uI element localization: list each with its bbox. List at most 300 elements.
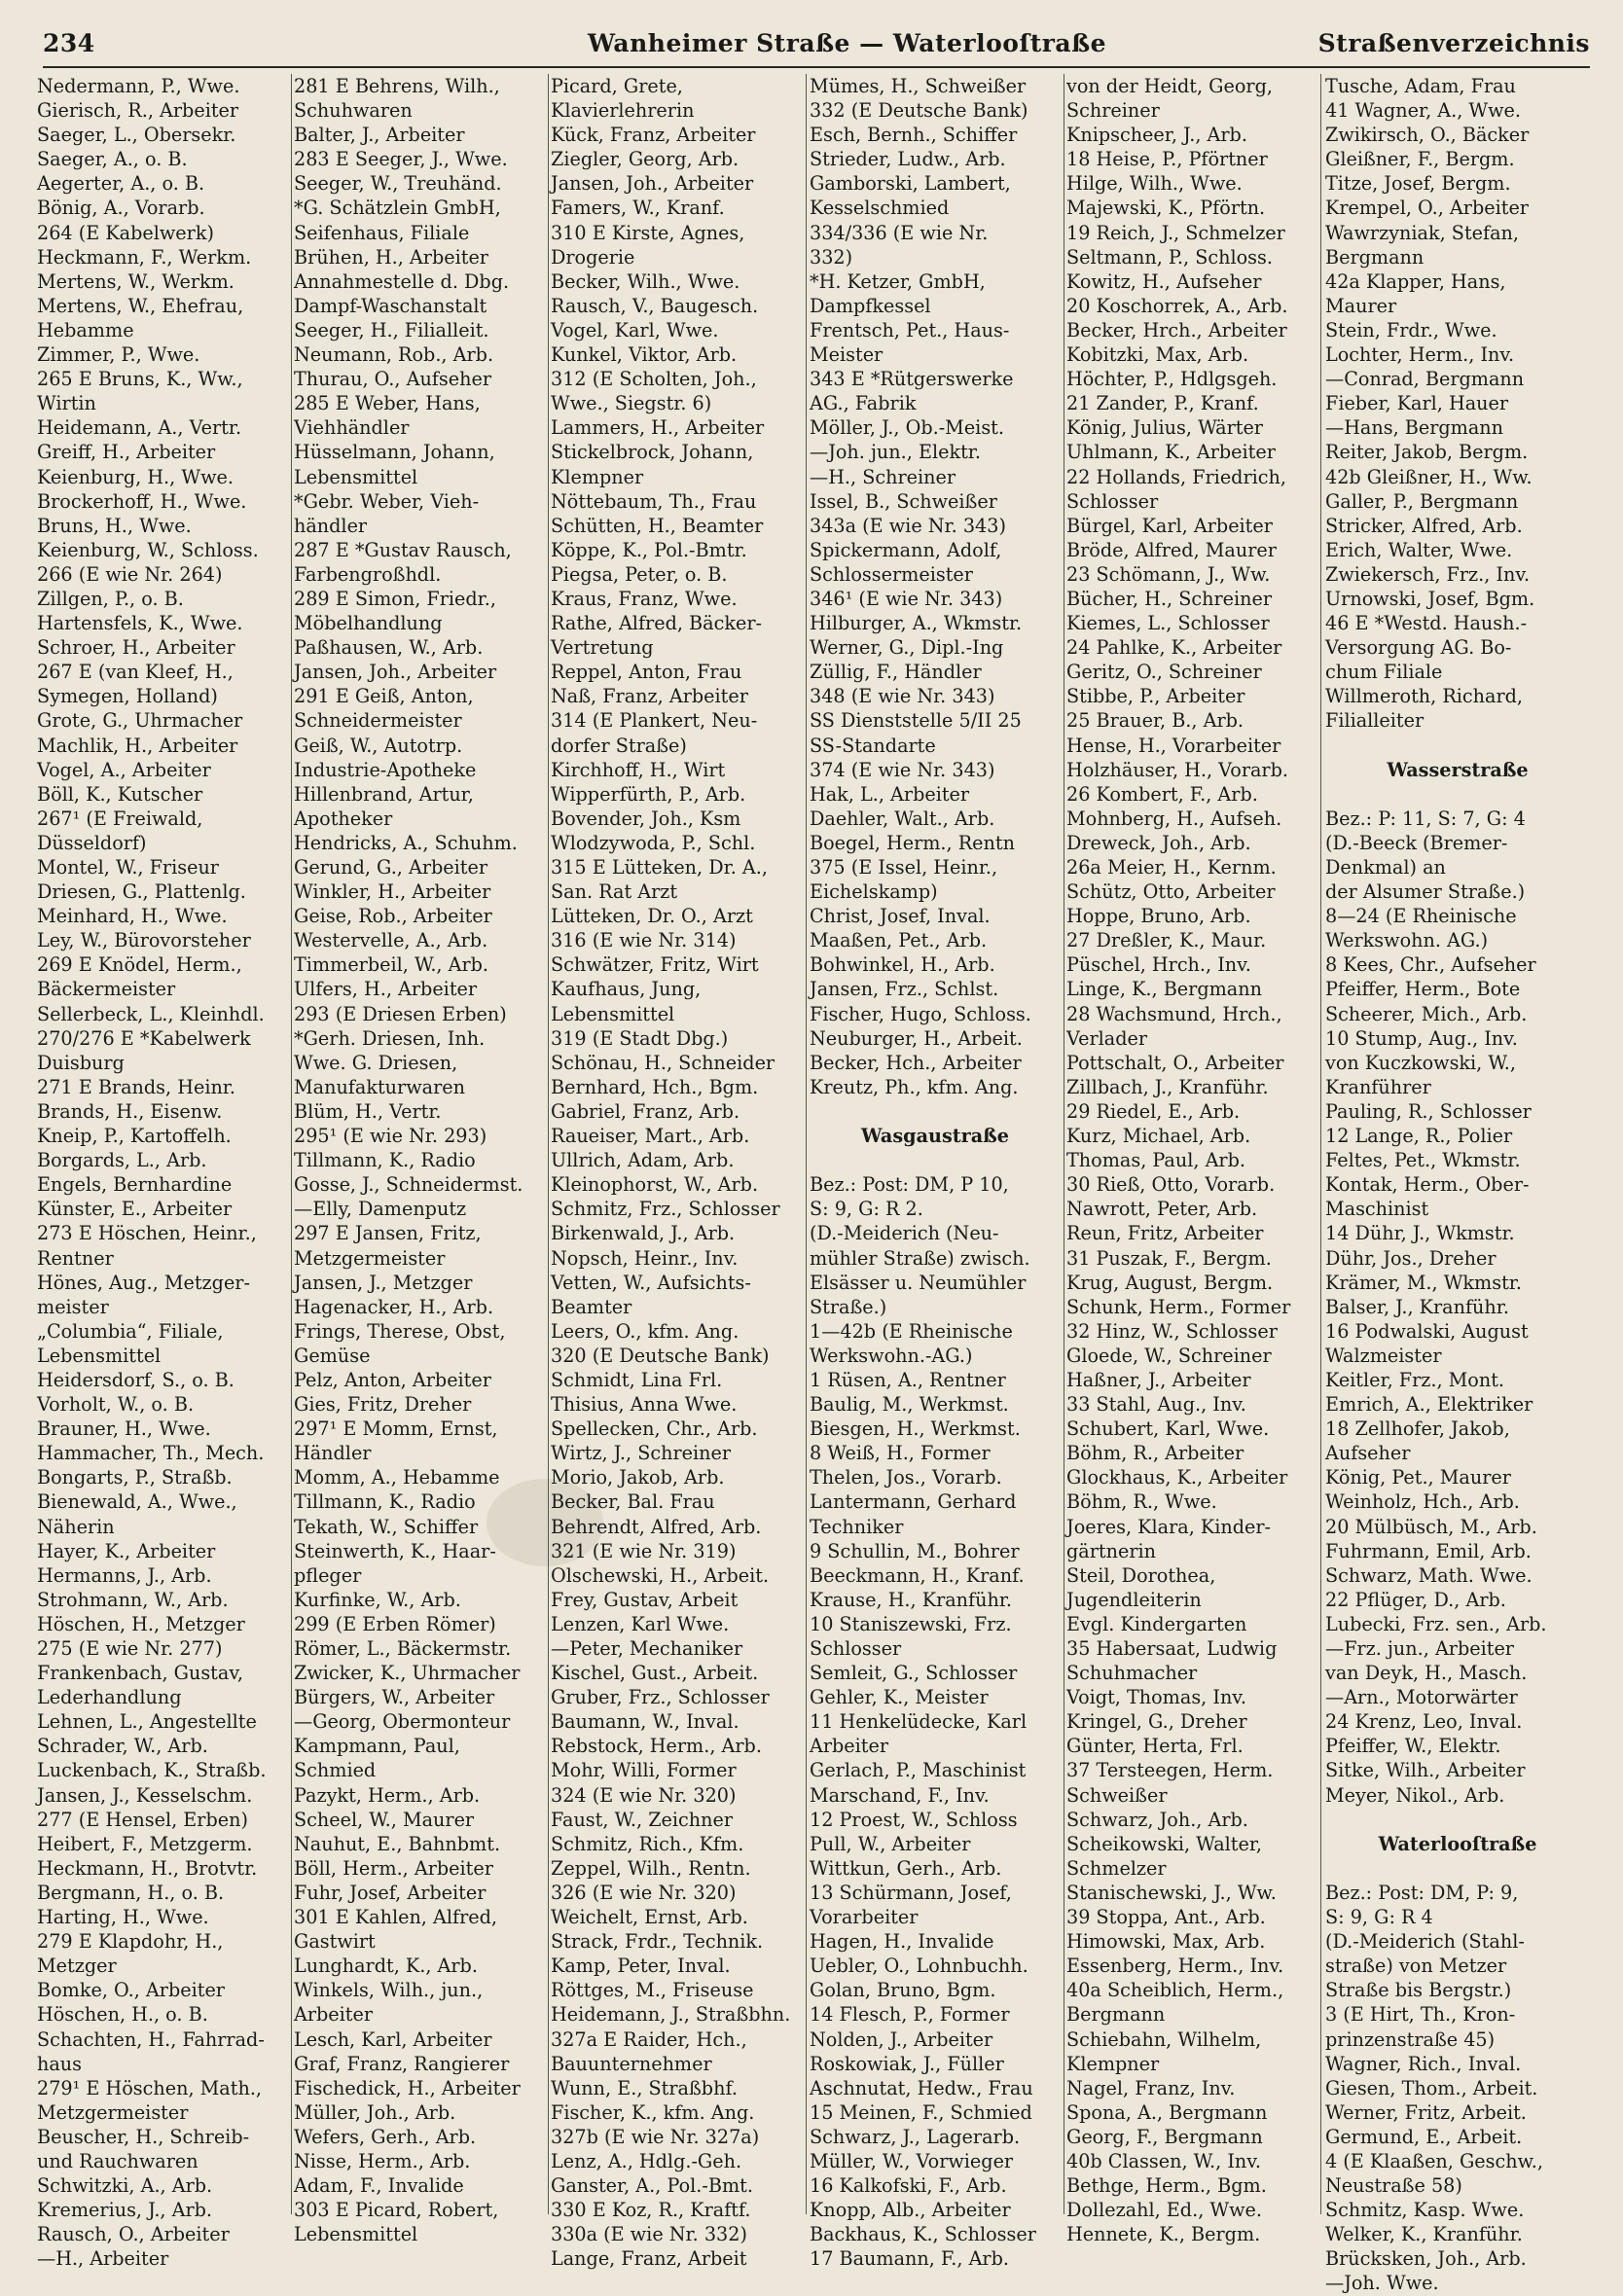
directory-entry: Wunn, E., Straßbhf. [551, 2076, 738, 2099]
directory-entry: Klempner [1066, 2052, 1160, 2075]
directory-entry: Scheel, W., Maurer [294, 1808, 475, 1831]
directory-entry: Lantermann, Gerhard [810, 1490, 1017, 1514]
column-6 [1325, 74, 1590, 2295]
directory-entry: Leers, O., kfm. Ang. [551, 1319, 739, 1343]
directory-entry: Eichelskamp) [810, 880, 938, 904]
directory-entry: Schwarz, Math. Wwe. [1325, 1563, 1533, 1587]
directory-entry: 315 E Lütteken, Dr. A., [551, 856, 768, 879]
directory-entry: 332) [810, 245, 853, 269]
directory-entry: Schiebahn, Wilhelm, [1066, 2027, 1262, 2051]
directory-entry: Symegen, Holland) [37, 685, 218, 708]
directory-entry: Bovender, Joh., Ksm [551, 807, 741, 830]
directory-entry: 348 (E wie Nr. 343) [810, 685, 995, 708]
directory-entry: Heidemann, A., Vertr. [37, 416, 242, 440]
directory-entry: Zillbach, J., Kranführ. [1066, 1075, 1269, 1098]
column-4 [810, 74, 1061, 2271]
directory-entry: händler [294, 514, 368, 537]
directory-entry: 312 (E Scholten, Joh., [551, 368, 757, 391]
directory-entry: 291 E Geiß, Anton, [294, 685, 474, 708]
directory-entry: 346¹ (E wie Nr. 343) [810, 587, 1003, 610]
directory-entry: Bethge, Herm., Bgm. [1066, 2174, 1267, 2198]
directory-entry: Gastwirt [294, 1930, 376, 1954]
directory-entry: Züllig, F., Händler [810, 661, 982, 684]
directory-entry: Klavierlehrerin [551, 99, 695, 123]
directory-entry: 41 Wagner, A., Wwe. [1325, 99, 1522, 123]
directory-entry: Gleißner, F., Bergm. [1325, 148, 1515, 171]
directory-entry: —Joh. jun., Elektr. [810, 441, 981, 464]
directory-entry: Hennete, K., Bergm. [1066, 2223, 1261, 2246]
directory-entry: Kleinophorst, W., Arb. [551, 1173, 759, 1197]
directory-entry: Versorgung AG. Bo- [1325, 636, 1512, 660]
directory-entry: Bauunternehmer [551, 2052, 712, 2075]
directory-entry: Hendricks, A., Schuhm. [294, 831, 518, 854]
directory-entry: Becker, Hch., Arbeiter [810, 1051, 1022, 1074]
directory-entry: Techniker [810, 1515, 904, 1538]
directory-entry: Becker, Hrch., Arbeiter [1066, 318, 1287, 341]
directory-entry: S: 9, G: R 2. [810, 1198, 923, 1221]
directory-entry: Höchter, P., Hdlgsgeh. [1066, 368, 1278, 391]
directory-entry: 297 E Jansen, Fritz, [294, 1222, 482, 1245]
directory-entry: Ganster, A., Pol.-Bmt. [551, 2174, 753, 2198]
directory-entry: Lesch, Karl, Arbeiter [294, 2027, 492, 2051]
directory-entry: Linge, K., Bergmann [1066, 978, 1262, 1001]
directory-entry: Nauhut, E., Bahnbmt. [294, 1832, 501, 1855]
directory-entry [1325, 1856, 1590, 1881]
directory-entry: Lubecki, Frz. sen., Arb. [1325, 1612, 1547, 1635]
directory-entry [1325, 1808, 1590, 1832]
directory-entry: Aschnutat, Hedw., Frau [810, 2076, 1033, 2099]
directory-entry: Metzgermeister [37, 2100, 189, 2124]
directory-entry: Bürgers, W., Arbeiter [294, 1686, 495, 1709]
directory-entry: Apotheker [294, 807, 393, 830]
directory-entry: 266 (E wie Nr. 264) [37, 562, 223, 586]
directory-entry: meister [37, 1295, 109, 1318]
directory-entry: Rentner [37, 1246, 114, 1270]
directory-entry: Geise, Rob., Arbeiter [294, 905, 492, 928]
directory-entry: Böll, Herm., Arbeiter [294, 1856, 493, 1880]
directory-entry: Nolden, J., Arbeiter [810, 2027, 993, 2051]
directory-entry: Schunk, Herm., Former [1066, 1295, 1291, 1318]
directory-entry: Driesen, G., Plattenlg. [37, 880, 246, 904]
directory-entry: Kowitz, H., Aufseher [1066, 269, 1262, 293]
directory-entry: Essenberg, Herm., Inv. [1066, 1955, 1284, 1978]
directory-entry: 26a Meier, H., Kernm. [1066, 856, 1277, 879]
directory-entry: Schrader, W., Arb. [37, 1735, 208, 1758]
directory-entry: 27 Dreßler, K., Maur. [1066, 929, 1267, 952]
directory-entry: Lehnen, L., Angestellte [37, 1710, 257, 1734]
directory-entry: Urnowski, Josef, Bgm. [1325, 587, 1535, 610]
street-heading: Wasgaustraße [861, 1125, 1009, 1148]
directory-entry: 16 Kalkofski, F., Arb. [810, 2174, 1007, 2198]
directory-entry: 327a E Raider, Hch., [551, 2027, 747, 2051]
directory-entry: Welker, K., Kranführ. [1325, 2223, 1523, 2246]
directory-entry: Momm, A., Hebamme [294, 1466, 500, 1489]
directory-entry: Holzhäuser, H., Vorarb. [1066, 758, 1288, 781]
directory-entry: „Columbia“, Filiale, [37, 1319, 224, 1343]
directory-entry: 19 Reich, J., Schmelzer [1066, 221, 1285, 244]
directory-entry: 37 Tersteegen, Herm. [1066, 1759, 1274, 1782]
directory-entry: Willmeroth, Richard, [1325, 685, 1524, 708]
directory-entry: Lunghardt, K., Arb. [294, 1955, 478, 1978]
directory-entry: Thurau, O., Aufseher [294, 368, 491, 391]
directory-entry: Heibert, F., Metzgerm. [37, 1832, 253, 1855]
directory-entry: Neustraße 58) [1325, 2174, 1462, 2198]
directory-entry: 21 Zander, P., Kranf. [1066, 392, 1259, 415]
directory-entry: —Peter, Mechaniker [551, 1637, 743, 1660]
directory-entry: Keienburg, H., Wwe. [37, 465, 234, 488]
directory-entry: Hüsselmann, Johann, [294, 441, 495, 464]
directory-entry: Evgl. Kindergarten [1066, 1612, 1247, 1635]
directory-entry: Schwarz, J., Lagerarb. [810, 2125, 1021, 2148]
directory-entry: Keitler, Frz., Mont. [1325, 1368, 1505, 1391]
directory-entry: Pfeiffer, Herm., Bote [1325, 978, 1521, 1001]
directory-entry: Semleit, G., Schlosser [810, 1662, 1018, 1685]
directory-entry: Seeger, W., Treuhänd. [294, 172, 502, 196]
directory-entry: Elsässer u. Neumühler [810, 1271, 1027, 1294]
directory-entry: Schütten, H., Beamter [551, 514, 764, 537]
directory-entry: 22 Hollands, Friedrich, [1066, 465, 1286, 488]
directory-entry: Erich, Walter, Wwe. [1325, 538, 1513, 561]
directory-entry: chum Filiale [1325, 661, 1443, 684]
directory-entry: Georg, F., Bergmann [1066, 2125, 1263, 2148]
directory-entry: der Alsumer Straße.) [1325, 880, 1526, 904]
directory-entry: Roskowiak, J., Füller [810, 2052, 1004, 2075]
directory-entry: Adam, F., Invalide [294, 2174, 464, 2198]
directory-entry: Schlosser [1066, 489, 1159, 513]
directory-entry: Jansen, Frz., Schlst. [810, 978, 999, 1001]
directory-entry: Schwätzer, Fritz, Wirt [551, 953, 759, 977]
directory-entry: 28 Wachsmund, Hrch., [1066, 1002, 1282, 1025]
directory-entry: Baulig, M., Werkmst. [810, 1393, 1009, 1417]
directory-entry: Tillmann, K., Radio [294, 1149, 476, 1172]
column-3 [551, 74, 802, 2271]
directory-entry: 1 Rüsen, A., Rentner [810, 1368, 1006, 1391]
directory-entry: Stein, Frdr., Wwe. [1325, 318, 1497, 341]
directory-entry: Ziegler, Georg, Arb. [551, 148, 739, 171]
directory-entry: Rebstock, Herm., Arb. [551, 1735, 762, 1758]
directory-entry: Kirchhoff, H., Wirt [551, 758, 726, 781]
directory-entry: 4 (E Klaaßen, Geschw., [1325, 2149, 1543, 2172]
directory-entry: Mümes, H., Schweißer [810, 75, 1027, 97]
directory-entry: Zwikirsch, O., Bäcker [1325, 124, 1530, 147]
directory-entry: Mertens, W., Ehefrau, [37, 294, 244, 317]
directory-entry: Hagen, H., Invalide [810, 1930, 994, 1954]
directory-entry: Dampfkessel [810, 294, 931, 317]
directory-entry: Fuhrmann, Emil, Arb. [1325, 1539, 1532, 1562]
directory-entry: 270/276 E *Kabelwerk [37, 1026, 251, 1050]
directory-entry: Reiter, Jakob, Bergm. [1325, 441, 1529, 464]
directory-entry: 31 Puszak, F., Bergm. [1066, 1246, 1272, 1270]
directory-entry: 267¹ (E Freiwald, [37, 807, 203, 830]
directory-entry: Greiff, H., Arbeiter [37, 441, 216, 464]
directory-entry: (D.-Beeck (Bremer- [1325, 831, 1508, 854]
column-divider [291, 74, 292, 2214]
directory-entry: —Georg, Obermonteur [294, 1710, 511, 1734]
directory-entry: —Frz. jun., Arbeiter [1325, 1637, 1514, 1660]
directory-entry: Heckmann, H., Brotvtr. [37, 1856, 258, 1880]
directory-entry: *G. Schätzlein GmbH, [294, 197, 501, 220]
directory-entry: Brands, H., Eisenw. [37, 1099, 223, 1123]
directory-entry: Klempner [551, 465, 644, 488]
directory-entry: —Elly, Damenputz [294, 1198, 467, 1221]
street-heading: Waterlooſtraße [1378, 1832, 1537, 1855]
directory-entry: Kunkel, Viktor, Arb. [551, 343, 738, 367]
directory-entry: Bürgel, Karl, Arbeiter [1066, 514, 1273, 537]
directory-entry: Stickelbrock, Johann, [551, 441, 754, 464]
directory-entry: Werkswohn. AG.) [1325, 929, 1489, 952]
directory-entry: Aegerter, A., o. B. [37, 172, 205, 196]
directory-entry: Metzger [37, 1955, 117, 1978]
directory-entry: *Gebr. Weber, Vieh- [294, 489, 480, 513]
directory-entry: Schlosser [810, 1637, 902, 1660]
directory-entry: 295¹ (E wie Nr. 293) [294, 1125, 487, 1148]
directory-entry: Spellecken, Chr., Arb. [551, 1417, 758, 1441]
directory-entry: Bernhard, Hch., Bgm. [551, 1075, 759, 1098]
directory-entry: Zillgen, P., o. B. [37, 587, 184, 610]
directory-entry: 24 Pahlke, K., Arbeiter [1066, 636, 1282, 660]
street-heading: Wasserstraße [1387, 758, 1529, 781]
directory-entry: 14 Flesch, P., Former [810, 2003, 1010, 2027]
directory-entry: Thomas, Paul, Arb. [1066, 1149, 1245, 1172]
directory-entry: 46 E *Westd. Haush.- [1325, 612, 1528, 635]
directory-entry: Lenzen, Karl Wwe. [551, 1612, 730, 1635]
directory-entry: von der Heidt, Georg, [1066, 75, 1273, 97]
directory-entry: Jansen, J., Metzger [294, 1271, 473, 1294]
directory-entry: Kontak, Herm., Ober- [1325, 1173, 1530, 1197]
directory-entry: Mertens, W., Werkm. [37, 269, 234, 293]
directory-entry: prinzenstraße 45) [1325, 2027, 1496, 2051]
directory-entry: Vetten, W., Aufsichts- [551, 1271, 751, 1294]
directory-entry: Hebamme [37, 318, 134, 341]
directory-entry: S: 9, G: R 4 [1325, 1906, 1433, 1929]
directory-entry: 330a (E wie Nr. 332) [551, 2223, 747, 2246]
directory-entry: Meinhard, H., Wwe. [37, 905, 228, 928]
directory-entry: Schmelzer [1066, 1856, 1167, 1880]
directory-entry: Stanischewski, J., Ww. [1066, 1881, 1277, 1904]
directory-entry: Bez.: P: 11, S: 7, G: 4 [1325, 807, 1526, 830]
directory-entry: Kneip, P., Kartoffelh. [37, 1125, 232, 1148]
directory-entry: Timmerbeil, W., Arb. [294, 953, 489, 977]
directory-entry: Brühen, H., Arbeiter [294, 245, 488, 269]
directory-entry: Schweißer [1066, 1783, 1168, 1807]
directory-entry: Lenz, A., Hdlg.-Geh. [551, 2149, 742, 2172]
directory-entry: Schwitzki, A., Arb. [37, 2174, 213, 2198]
directory-entry: Raueiser, Mart., Arb. [551, 1125, 750, 1148]
directory-entry: 22 Pflüger, D., Arb. [1325, 1588, 1506, 1611]
directory-entry: Vogel, A., Arbeiter [37, 758, 211, 781]
directory-entry: Schreiner [1066, 99, 1160, 123]
directory-entry: 320 (E Deutsche Bank) [551, 1344, 770, 1367]
directory-entry: *Gerh. Driesen, Inh. [294, 1026, 486, 1050]
directory-entry: Haßner, J., Arbeiter [1066, 1368, 1251, 1391]
directory-entry: Esch, Bernh., Schiffer [810, 124, 1018, 147]
directory-entry: 265 E Bruns, K., Ww., [37, 368, 243, 391]
directory-entry: Bäckermeister [37, 978, 176, 1001]
directory-entry: Majewski, K., Pförtn. [1066, 197, 1266, 220]
page-title: Wanheimer Straße — Waterlooſtraße [588, 29, 1107, 57]
directory-entry: Naß, Franz, Arbeiter [551, 685, 748, 708]
directory-entry: 283 E Seeger, J., Wwe. [294, 148, 508, 171]
directory-entry: Kück, Franz, Arbeiter [551, 124, 756, 147]
directory-entry: Knopp, Alb., Arbeiter [810, 2199, 1011, 2222]
directory-entry: Hilge, Wilh., Wwe. [1066, 172, 1243, 196]
directory-entry: Becker, Bal. Frau [551, 1490, 715, 1514]
directory-entry: Stricker, Alfred, Arb. [1325, 514, 1523, 537]
directory-entry: 277 (E Hensel, Erben) [37, 1808, 248, 1831]
directory-entry: Christ, Josef, Inval. [810, 905, 991, 928]
directory-entry: Neuburger, H., Arbeit. [810, 1026, 1023, 1050]
directory-entry: Püschel, Hrch., Inv. [1066, 953, 1251, 977]
directory-entry: Rausch, V., Baugesch. [551, 294, 759, 317]
directory-entry: Krause, H., Kranführ. [810, 1588, 1013, 1611]
directory-entry: Müller, W., Vorwieger [810, 2149, 1014, 2172]
directory-entry: Winkels, Wilh., jun., [294, 1979, 484, 2002]
directory-entry: von Kuczkowski, W., [1325, 1051, 1516, 1074]
directory-entry: Gruber, Frz., Schlosser [551, 1686, 770, 1709]
directory-entry: Vorarbeiter [810, 1906, 919, 1929]
directory-entry: Bongarts, P., Straßb. [37, 1466, 233, 1489]
directory-entry: Werner, Fritz, Arbeit. [1325, 2100, 1527, 2124]
directory-entry: 267 E (van Kleef, H., [37, 661, 234, 684]
directory-entry: Saeger, A., o. B. [37, 148, 188, 171]
directory-entry: Kischel, Gust., Arbeit. [551, 1662, 759, 1685]
directory-entry: Brücksken, Joh., Arb. [1325, 2247, 1527, 2271]
directory-entry: 299 (E Erben Römer) [294, 1612, 496, 1635]
directory-entry: —Hans, Bergmann [1325, 416, 1504, 440]
directory-entry: Maurer [1325, 294, 1397, 317]
directory-entry: Piegsa, Peter, o. B. [551, 562, 728, 586]
directory-entry: 35 Habersaat, Ludwig [1066, 1637, 1278, 1660]
directory-entry: Gamborski, Lambert, [810, 172, 1011, 196]
directory-entry: Krug, August, Bergm. [1066, 1271, 1274, 1294]
directory-entry: Zeppel, Wilh., Rentn. [551, 1856, 751, 1880]
directory-entry: Schubert, Karl, Wwe. [1066, 1417, 1270, 1441]
directory-entry: —Arn., Motorwärter [1325, 1686, 1518, 1709]
directory-entry: Beeckmann, H., Kranf. [810, 1563, 1025, 1587]
directory-entry: Schmidt, Lina Frl. [551, 1368, 723, 1391]
directory-entry: Dampf-Waschanstalt [294, 294, 487, 317]
directory-entry: Vorholt, W., o. B. [37, 1393, 195, 1417]
directory-entry: Krämer, M., Wkmstr. [1325, 1271, 1522, 1294]
section-title: Straßenverzeichnis [1317, 29, 1590, 57]
directory-entry: Glockhaus, K., Arbeiter [1066, 1466, 1288, 1489]
directory-entry: Pull, W., Arbeiter [810, 1832, 971, 1855]
directory-entry: Zwiekersch, Frz., Inv. [1325, 562, 1531, 586]
directory-entry: Arbeiter [810, 1735, 889, 1758]
directory-entry: Schuhwaren [294, 99, 413, 123]
directory-entry: Nopsch, Heinr., Inv. [551, 1246, 739, 1270]
directory-entry: Wipperfürth, P., Arb. [551, 782, 746, 806]
directory-entry: Bergmann [1066, 2003, 1166, 2027]
directory-entry: 330 E Koz, R., Kraftf. [551, 2199, 751, 2222]
directory-entry: Schütz, Otto, Arbeiter [1066, 880, 1276, 904]
directory-entry: Hermanns, J., Arb. [37, 1563, 212, 1587]
directory-entry: Werner, G., Dipl.-Ing [810, 636, 1004, 660]
directory-entry: Kurz, Michael, Arb. [1066, 1125, 1251, 1148]
directory-entry: Frentsch, Pet., Haus- [810, 318, 1010, 341]
directory-entry: Wlodzywoda, P., Schl. [551, 831, 756, 854]
directory-entry [1325, 734, 1590, 758]
directory-entry: Brockerhoff, H., Wwe. [37, 489, 247, 513]
directory-entry: Grote, G., Uhrmacher [37, 709, 243, 733]
directory-entry: Daehler, Walt., Arb. [810, 807, 995, 830]
directory-entry: Sitke, Wilh., Arbeiter [1325, 1759, 1526, 1782]
directory-entry: Lammers, H., Arbeiter [551, 416, 765, 440]
directory-entry: König, Julius, Wärter [1066, 416, 1263, 440]
directory-entry: Steinwerth, K., Haar- [294, 1539, 496, 1562]
directory-entry: Düsseldorf) [37, 831, 147, 854]
directory-entry: Marschand, F., Inv. [810, 1783, 990, 1807]
directory-entry: Schönau, H., Schneider [551, 1051, 775, 1074]
directory-entry: 293 (E Driesen Erben) [294, 1002, 507, 1025]
directory-entry: Bröde, Alfred, Maurer [1066, 538, 1277, 561]
directory-entry: Lederhandlung [37, 1686, 182, 1709]
directory-entry: Jansen, J., Kesselschm. [37, 1783, 253, 1807]
directory-entry: Titze, Josef, Bergm. [1325, 172, 1511, 196]
directory-entry: Borgards, L., Arb. [37, 1149, 207, 1172]
directory-entry: 29 Riedel, E., Arb. [1066, 1099, 1241, 1123]
directory-entry: 8 Kees, Chr., Aufseher [1325, 953, 1536, 977]
directory-entry: Fischer, K., kfm. Ang. [551, 2100, 755, 2124]
directory-entry: Stibbe, P., Arbeiter [1066, 685, 1245, 708]
directory-entry: Wirtin [37, 392, 96, 415]
directory-entry: Walzmeister [1325, 1344, 1442, 1367]
directory-entry: 40b Classen, W., Inv. [1066, 2149, 1261, 2172]
directory-entry: Jansen, Joh., Arbeiter [551, 172, 754, 196]
directory-entry: 289 E Simon, Friedr., [294, 587, 496, 610]
directory-entry: 9 Schullin, M., Bohrer [810, 1539, 1020, 1562]
directory-entry: Strack, Frdr., Technik. [551, 1930, 764, 1954]
directory-entry: Machlik, H., Arbeiter [37, 734, 238, 757]
directory-entry: 332 (E Deutsche Bank) [810, 99, 1028, 123]
directory-entry: Bez.: Post: DM, P: 9, [1325, 1881, 1519, 1904]
directory-entry: 10 Stump, Aug., Inv. [1325, 1026, 1518, 1050]
directory-entry: 10 Staniszewski, Frz. [810, 1612, 1012, 1635]
directory-entry: Famers, W., Kranf. [551, 197, 725, 220]
directory-entry: Böhm, R., Wwe. [1066, 1490, 1217, 1514]
directory-entry: Picard, Grete, [551, 75, 683, 97]
directory-entry: Ulfers, H., Arbeiter [294, 978, 478, 1001]
header-rule [43, 66, 1590, 68]
directory-entry: Hayer, K., Arbeiter [37, 1539, 216, 1562]
directory-entry: Tusche, Adam, Frau [1325, 75, 1516, 97]
directory-entry: Maschinist [1325, 1198, 1429, 1221]
directory-entry: 12 Proest, W., Schloss [810, 1808, 1018, 1831]
directory-entry: Tillmann, K., Radio [294, 1490, 476, 1514]
directory-entry: Dühr, Jos., Dreher [1325, 1246, 1497, 1270]
directory-entry: Fischedick, H., Arbeiter [294, 2076, 521, 2099]
directory-entry: Böll, K., Kutscher [37, 782, 203, 806]
directory-entry: Germund, E., Arbeit. [1325, 2125, 1523, 2148]
directory-entry: Heidersdorf, S., o. B. [37, 1368, 234, 1391]
directory-entry: 301 E Kahlen, Alfred, [294, 1906, 498, 1929]
directory-entry: Frings, Therese, Obst, [294, 1319, 506, 1343]
directory-entry: Kranführer [1325, 1075, 1431, 1098]
directory-entry: Seifenhaus, Filiale [294, 221, 470, 244]
directory-entry: —H., Arbeiter [37, 2247, 169, 2271]
directory-entry: Giesen, Thom., Arbeit. [1325, 2076, 1538, 2099]
directory-entry: Wittkun, Gerh., Arb. [810, 1856, 1002, 1880]
directory-entry: Kaufhaus, Jung, [551, 978, 702, 1001]
directory-entry: Faust, W., Zeichner [551, 1808, 734, 1831]
directory-entry: 281 E Behrens, Wilh., [294, 75, 500, 97]
directory-entry: Mohnberg, H., Aufseh. [1066, 807, 1282, 830]
directory-entry: 3 (E Hirt, Th., Kron- [1325, 2003, 1516, 2027]
directory-entry: Gemüse [294, 1344, 371, 1367]
directory-entry: Kampmann, Paul, [294, 1735, 460, 1758]
directory-entry: 17 Baumann, F., Arb. [810, 2247, 1009, 2271]
column-2 [294, 74, 545, 2246]
